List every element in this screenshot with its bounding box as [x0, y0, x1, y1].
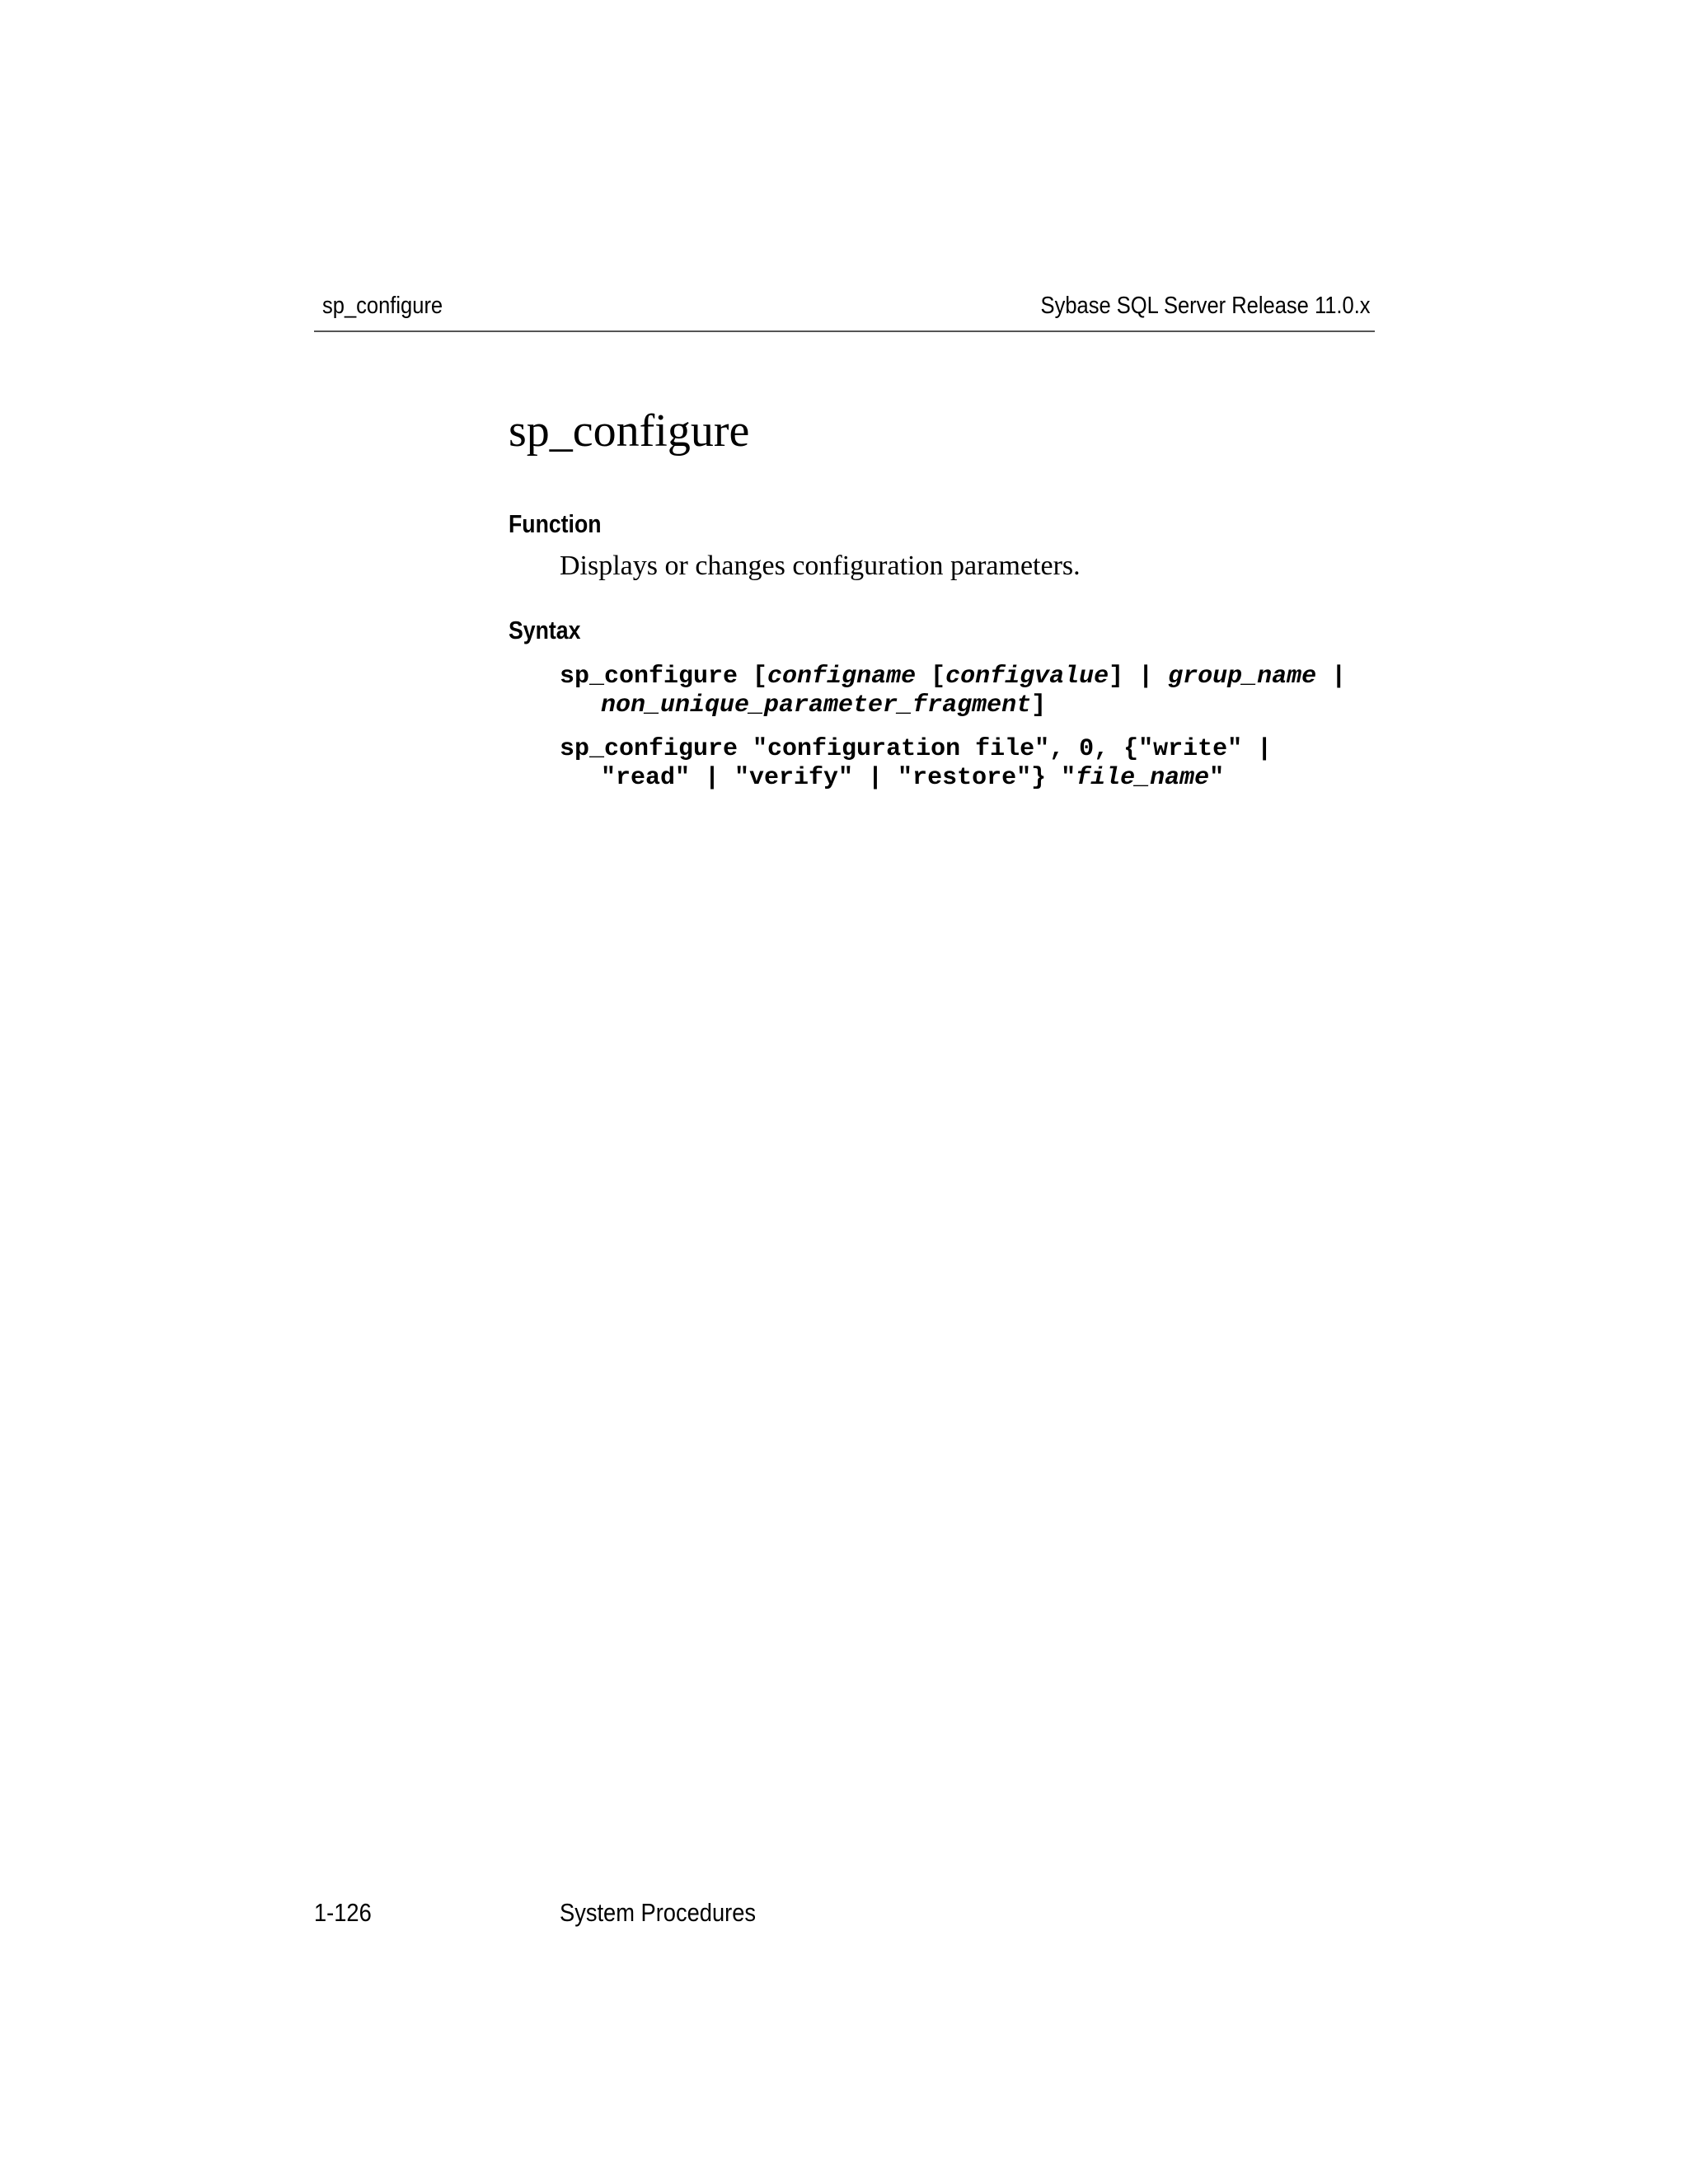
syntax-param-configname: configname [767, 663, 917, 691]
page-number: 1-126 [314, 1898, 372, 1927]
syntax-quote: " [1209, 764, 1225, 792]
header-rule [314, 330, 1375, 332]
syntax-param-group-name: group_name [1168, 663, 1317, 691]
syntax-bracket: [ [916, 663, 946, 691]
syntax-line-4 [601, 766, 1224, 790]
syntax-separator: | [1316, 663, 1347, 691]
syntax-line-3: sp_configure "configuration file", 0, {"write" | [560, 735, 1273, 763]
syntax-line-2 [601, 693, 1046, 718]
syntax-line-1 [560, 664, 1346, 689]
entry-title: sp_configure [509, 405, 750, 457]
function-description: Displays or changes configuration parameters. [560, 551, 1081, 581]
running-head-right: Sybase SQL Server Release 11.0.x [1040, 293, 1371, 319]
syntax-options: "read" | "verify" | "restore"} " [601, 764, 1076, 792]
syntax-command: sp_configure [ [560, 663, 768, 691]
syntax-param-file-name: file_name [1076, 764, 1210, 792]
function-heading: Function [509, 509, 602, 538]
syntax-param-fragment: non_unique_parameter_fragment [601, 691, 1032, 719]
syntax-bracket: ] [1031, 691, 1047, 719]
syntax-param-configvalue: configvalue [945, 663, 1109, 691]
running-head-left: sp_configure [322, 293, 443, 319]
footer-section-title: System Procedures [560, 1898, 757, 1927]
syntax-separator: ] | [1109, 663, 1169, 691]
syntax-heading: Syntax [509, 616, 581, 644]
